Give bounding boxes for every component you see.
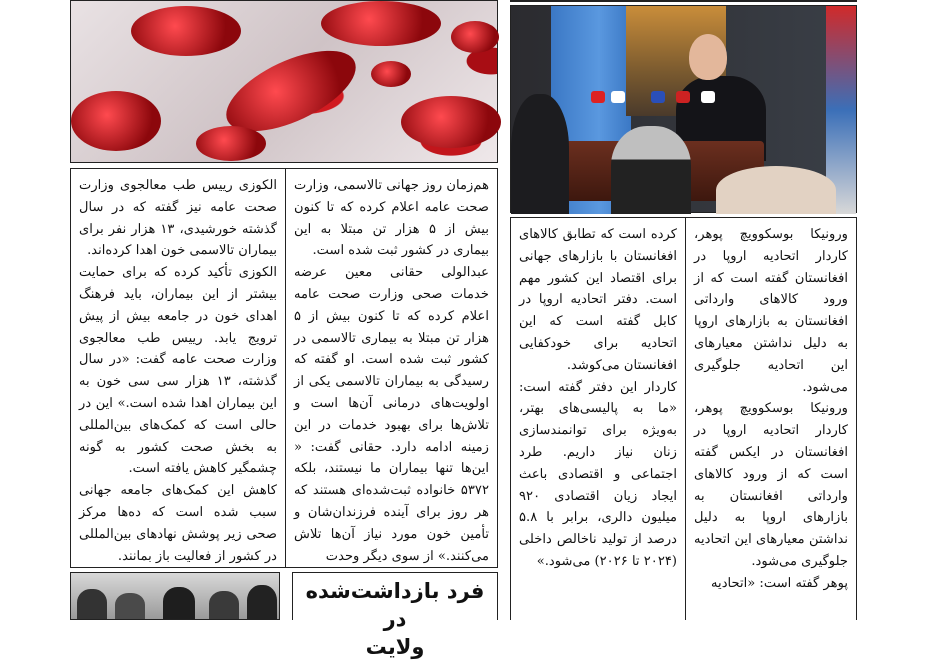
person-shape [115,593,145,619]
person-shape [163,587,195,619]
paragraph: عبدالولی حقانی معین عرضه خدمات صحی وزارت صحت عامه اعلام کرده که تا کنون بیش از ۵ هزار تن مبتلا به بیماری تالاسمی در کشور ثبت شده است. او گفته که رسیدگی به بیماران تالاسمی یکی از اولویت‌های درمانی آن‌ها است و تلاش‌ها برای بهبود خدمات در این زمینه ادامه دارد. حقانی گفت: « این‌ها تنها بیماران ما نیستند، بلکه ۵۳۷۲ خانواده ثبت‌شده‌ای هستند که هر روز برای آینده فرزندان‌شان و تأمین خون مورد نیاز آن‌ها تلاش می‌کنند.» از سوی دیگر وحدت [294,265,489,564]
paragraph: پوهر گفته است: «اتحادیه [711,575,848,591]
audience-shape [511,94,569,214]
microphone-icon [591,91,605,103]
red-cell-shape [321,1,441,46]
audience-shape [611,126,691,214]
audience-shape [716,166,836,214]
paragraph: الکوزی تأکید کرده که برای حمایت بیشتر از این بیماران، باید فرهنگ اهدای خون در جامعه بیش از پیش ترویج یابد. رییس طب معالجوی وزارت صحت عامه گفت: «در سال گذشته، ۱۳ هزار سی سی خون به این بیماران اهدا شده است.» این در حالی است که کمک‌های بین‌المللی به بخش صحت کشور به گونه چشمگیر کاهش یافته است. [79,265,277,477]
eu-article-right-column [686,217,857,620]
red-cell-shape [196,126,266,161]
paragraph: کرده است که تطابق کالاهای افغانستان با بازارهای جهانی برای اقتصاد این کشور مهم است. دفتر اتحادیه اروپا در کابل گفته است که این اتحادیه برای خودکفایی افغانستان می‌کوشد. [519,227,677,373]
paragraph: هم‌زمان روز جهانی تالاسمی، وزارت صحت عامه اعلام کرده که تا کنون بیش از ۵ هزار تن مبتلا به این بیماری در کشور ثبت شده است. [294,178,490,259]
person-shape [77,589,107,619]
article-text-column [294,175,489,567]
eu-article-left-column [510,217,686,620]
microphone-icon [676,91,690,103]
microphone-icon [701,91,715,103]
red-cell-shape [71,91,161,151]
thalassemia-article-left-column [70,168,286,568]
person-shape [247,585,277,619]
article-text-column [694,224,848,595]
paragraph: کاهش این کمک‌های جامعه جهانی سبب شده است که ده‌ها مرکز صحی زیر پوشش نهادهای بین‌المللی در کشور از فعالیت باز بمانند. [79,483,277,564]
thalassemia-article-right-column [286,168,498,568]
article-text-column [519,224,677,573]
red-cell-shape [371,61,411,87]
microphone-icon [611,91,625,103]
headline-line: ولایت [365,635,425,659]
red-cell-shape [131,6,241,56]
press-conference-photo [510,5,857,213]
paragraph: ورونیکا بوسکوویچ پوهر، کاردار اتحادیه اروپا در افغانستان در ایکس گفته است که از ورود کالاهای وارداتی افغانستان به بازارهای اروپا به دلیل نداشتن معیارهای این اتحادیه جلوگیری می‌شود. [694,401,848,569]
paragraph: کاردار این دفتر گفته است: «ما به پالیسی‌های بهتر، به‌ویژه برای توانمندسازی زنان نیاز داریم. طرد اجتماعی و اقتصادی باعث ایجاد زیان اقتصادی ۹۲۰ میلیون دالری، برابر با ۵.۸ درصد از تولید ناخالص داخلی (۲۰۲۴ تا ۲۰۲۶) می‌شود.» [519,379,677,569]
article-headline [292,572,498,659]
group-photo [70,572,280,620]
paragraph: ورونیکا بوسکوویچ پوهر، کاردار اتحادیه اروپا در افغانستان گفته است که از ورود کالاهای وارداتی افغانستان به بازارهای اروپا به دلیل نداشتن معیارهای این اتحادیه جلوگیری می‌شود. [694,227,848,395]
paragraph: الکوزی رییس طب معالجوی وزارت صحت عامه نیز گفته که در سال گذشته خورشیدی، ۱۳ هزار نفر برای بیماران تالاسمی خون اهدا کرده‌اند. [79,178,277,259]
blood-cells-photo [70,0,498,163]
microphone-icon [651,91,665,103]
article-text-column [79,175,277,567]
speaker-head-shape [689,34,727,80]
headline-line: فرد بازداشت‌شده در [305,579,485,631]
top-rule [510,0,857,2]
red-cell-shape [401,96,501,148]
person-shape [209,591,239,619]
red-cell-shape [451,21,499,53]
